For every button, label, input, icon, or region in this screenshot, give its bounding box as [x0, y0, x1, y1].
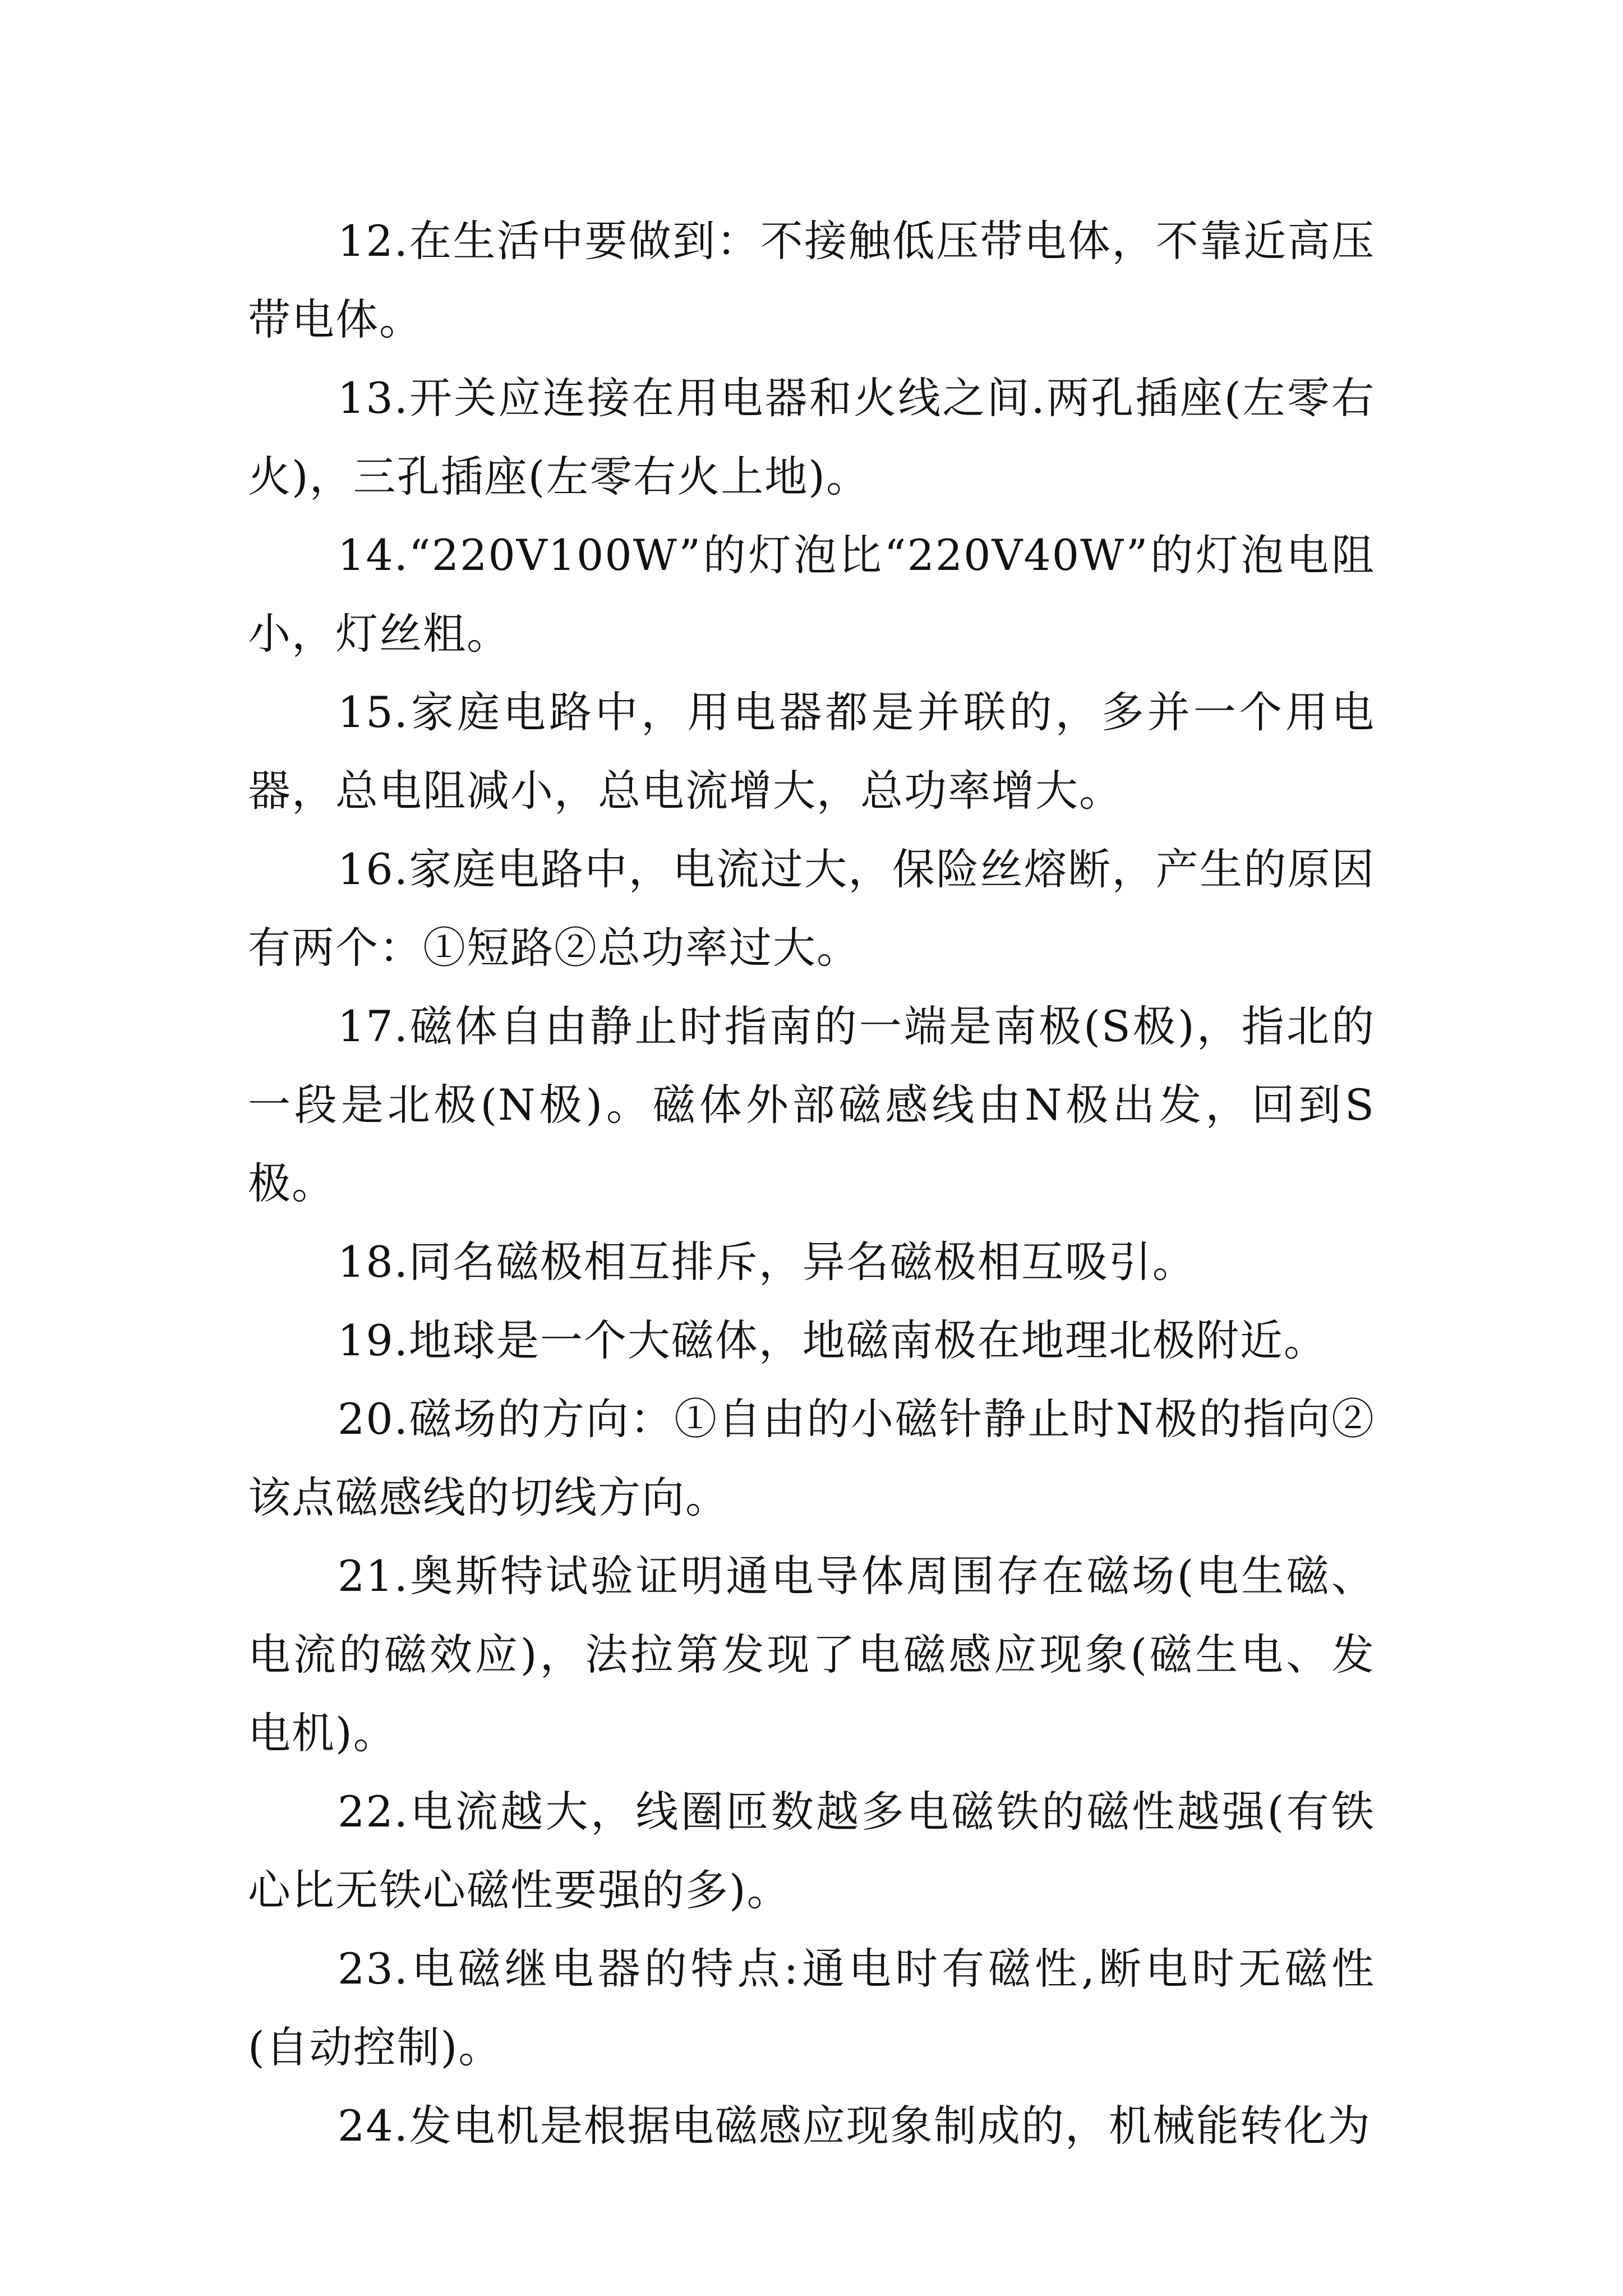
paragraph-14: 14.“220V100W”的灯泡比“220V40W”的灯泡电阻小，灯丝粗。	[248, 530, 1375, 659]
paragraph-16: 16.家庭电路中，电流过大，保险丝熔断，产生的原因有两个：①短路②总功率过大。	[248, 844, 1375, 973]
paragraph-23: 23.电磁继电器的特点:通电时有磁性,断电时无磁性(自动控制)。	[248, 1944, 1375, 2072]
paragraph-12: 12.在生活中要做到：不接触低压带电体，不靠近高压带电体。	[248, 216, 1375, 344]
paragraph-22: 22.电流越大，线圈匝数越多电磁铁的磁性越强(有铁心比无铁心磁性要强的多)。	[248, 1787, 1375, 1915]
paragraph-21: 21.奥斯特试验证明通电导体周围存在磁场(电生磁、电流的磁效应)，法拉第发现了电磁感应现象(磁生电、发电机)。	[248, 1551, 1375, 1758]
paragraph-18: 18.同名磁极相互排斥，异名磁极相互吸引。	[338, 1237, 1196, 1287]
paragraph-24: 24.发电机是根据电磁感应现象制成的，机械能转化为	[338, 2101, 1371, 2151]
paragraph-19: 19.地球是一个大磁体，地磁南极在地理北极附近。	[338, 1315, 1327, 1365]
paragraph-13: 13.开关应连接在用电器和火线之间.两孔插座(左零右火)，三孔插座(左零右火上地)。	[248, 373, 1375, 501]
paragraph-20: 20.磁场的方向：①自由的小磁针静止时N极的指向②该点磁感线的切线方向。	[248, 1394, 1375, 1522]
paragraph-15: 15.家庭电路中，用电器都是并联的，多并一个用电器，总电阻减小，总电流增大，总功率增大。	[248, 687, 1375, 816]
document-body	[248, 202, 1375, 2165]
paragraph-17: 17.磁体自由静止时指南的一端是南极(S极)，指北的一段是北极(N极)。磁体外部磁感线由N极出发，回到S极。	[248, 1001, 1375, 1208]
